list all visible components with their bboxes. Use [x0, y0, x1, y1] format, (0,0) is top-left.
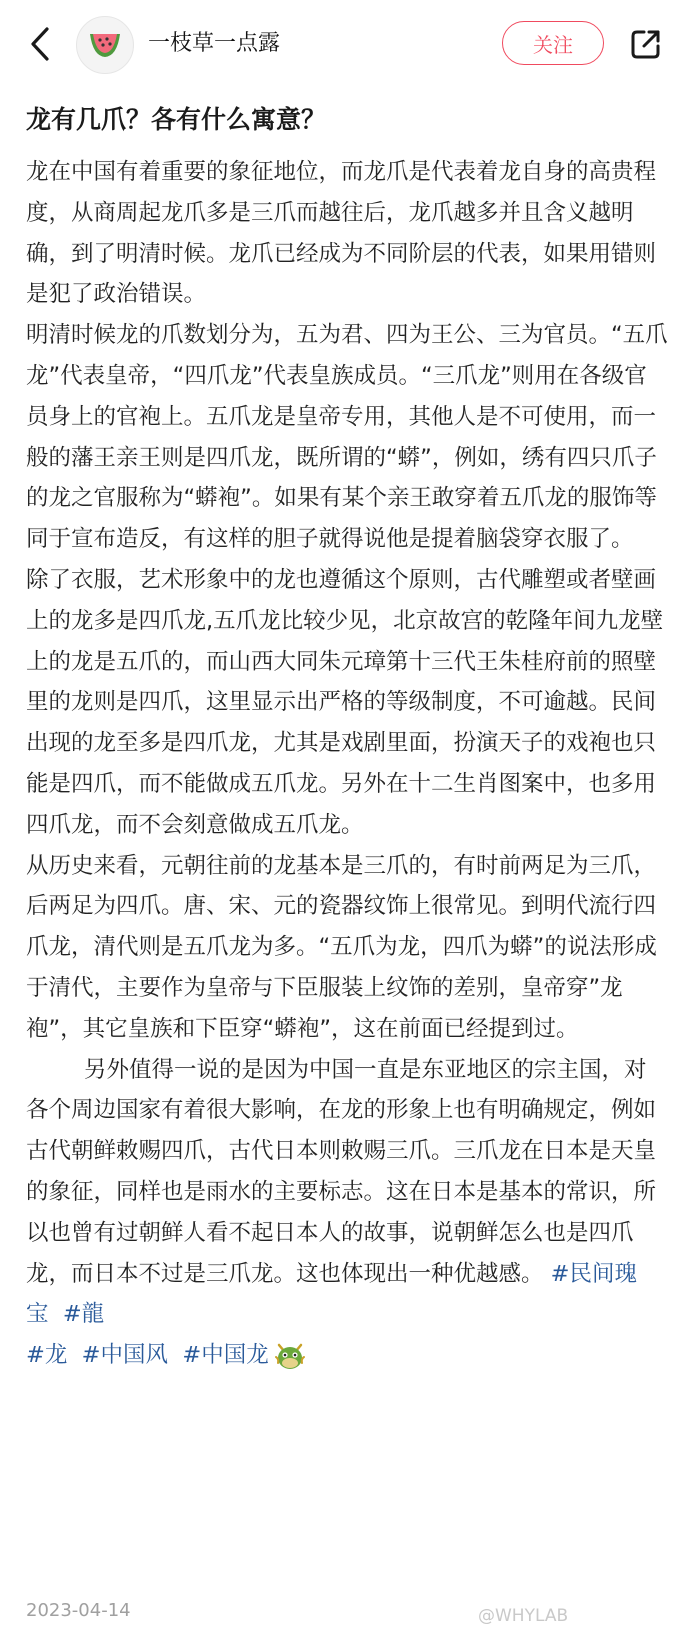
dragon-icon — [273, 1339, 307, 1373]
paragraph: 除了衣服，艺术形象中的龙也遵循这个原则，古代雕塑或者壁画上的龙多是四爪龙,五爪龙比较少见，北京故宫的乾隆年间九龙壁上的龙是五爪的，而山西大同朱元璋第十三代王朱桂府前的照壁里的龙则是四爪，这里显示出严格的等级制度，不可逾越。民间出现的龙至多是四爪龙，尤其是戏剧里面，扮演天子的戏袍也只能是四爪，而不能做成五爪龙。另外在十二生肖图案中，也多用四爪龙，而不会刻意做成五爪龙。 — [26, 566, 664, 838]
share-button[interactable] — [626, 24, 666, 64]
watermark: @WHYLAB — [478, 1606, 569, 1626]
post-body — [26, 152, 668, 1376]
paragraph: 明清时候龙的爪数划分为，五为君、四为王公、三为官员。“五爪龙”代表皇帝，“四爪龙”代表皇族成员。“三爪龙”则用在各级官员身上的官袍上。五爪龙是皇帝专用，其他人是不可使用，而一般的藩王亲王则是四爪龙，既所谓的“蟒”，例如，绣有四只爪子的龙之官服称为“蟒袍”。如果有某个亲王敢穿着五爪龙的服饰等同于宣布造反，有这样的胆子就得说他是提着脑袋穿衣服了。 — [26, 322, 668, 553]
watermelon-icon — [87, 30, 123, 60]
paragraph — [26, 1050, 668, 1336]
tag-link[interactable]: #中国龙 — [182, 1342, 269, 1369]
chevron-left-icon — [29, 26, 51, 62]
post-title: 龙有几爪？各有什么寓意？ — [26, 105, 327, 134]
back-button[interactable] — [22, 22, 58, 66]
paragraph: 从历史来看，元朝往前的龙基本是三爪的，有时前两足为三爪，后两足为四爪。唐、宋、元的瓷器纹饰上很常见。到明代流行四爪龙，清代则是五爪龙为多。“五爪为龙，四爪为蟒”的说法形成于清代，主要作为皇帝与下臣服装上纹饰的差别，皇帝穿”龙袍”，其它皇族和下臣穿“蟒袍”，这在前面已经提到过。 — [26, 852, 657, 1042]
paragraph-text: 另外值得一说的是因为中国一直是东亚地区的宗主国，对各个周边国家有着很大影响，在龙的形象上也有明确规定，例如古代朝鲜敕赐四爪，古代日本则敕赐三爪。三爪龙在日本是天皇的象征，同样也是雨水的主要标志。这在日本是基本的常识，所以也曾有过朝鲜人看不起日本人的故事，说朝鲜怎么也是四爪龙，而日本不过是三爪龙。这也体现出一种优越感。 — [26, 1056, 657, 1287]
tag-link[interactable]: #龙 — [26, 1342, 68, 1369]
tag-link[interactable]: #民间瑰宝 — [26, 1260, 638, 1328]
tag-link[interactable]: #龍 — [62, 1301, 105, 1328]
top-bar — [0, 0, 690, 88]
share-icon — [629, 27, 663, 61]
tag-link[interactable]: #中国风 — [81, 1342, 169, 1369]
author-name[interactable]: 一枝草一点露 — [148, 31, 281, 56]
follow-button[interactable]: 关注 — [502, 21, 604, 65]
avatar[interactable] — [76, 16, 134, 74]
post-date: 2023-04-14 — [26, 1600, 131, 1621]
paragraph: 龙在中国有着重要的象征地位，而龙爪是代表着龙自身的高贵程度，从商周起龙爪多是三爪而越往后，龙爪越多并且含义越明确，到了明清时候。龙爪已经成为不同阶层的代表，如果用错则是犯了政治错误。 — [26, 159, 657, 308]
tags-line — [26, 1335, 668, 1376]
